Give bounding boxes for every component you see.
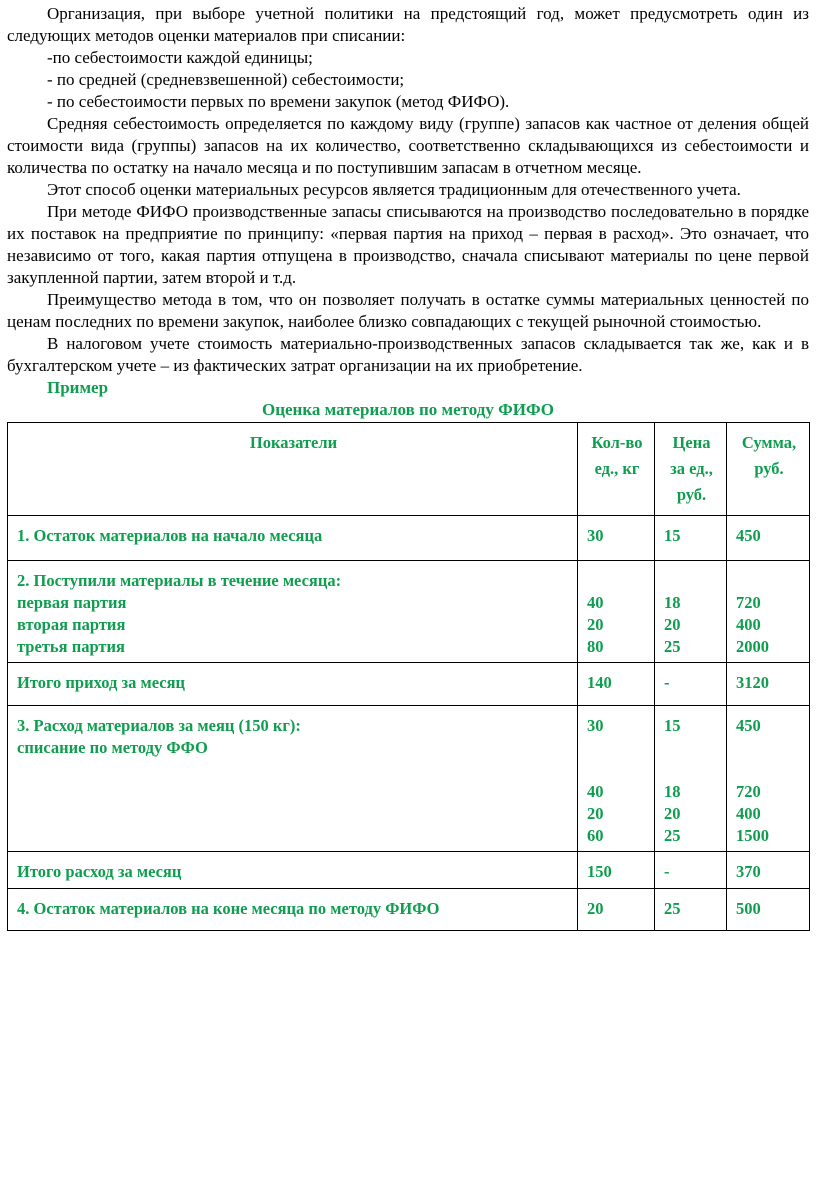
- body-paragraph-average-cost: Средняя себестоимость определяется по каждому виду (группе) запасов как частное от деления общей стоимости вида (группы) запасов на их количество, соответственно складывающихся из себестоимости и количества по остатку на начало месяца и по поступившим запасам в отчетном месяце.: [7, 114, 809, 177]
- cell-sum: 450 720 400 1500: [727, 706, 810, 852]
- cell-qty: 140: [578, 663, 655, 706]
- cell-sum: 500: [727, 889, 810, 931]
- table-title: Оценка материалов по методу ФИФО: [261, 400, 555, 419]
- row-total-expense: [8, 852, 810, 889]
- cell-label: Итого расход за месяц: [8, 852, 578, 889]
- cell-sum: 3120: [727, 663, 810, 706]
- cell-price: -: [655, 852, 727, 889]
- body-paragraph-fifo-description: При методе ФИФО производственные запасы списываются на производство последовательно в порядке их поставок на предприятие по принципу: «первая партия на приход – первая в расход». Это означает, что независимо от того, какая партия отпущена в производство, сначала списывают материалы по цене первой закупленной партии, затем второй и т.д.: [7, 202, 809, 287]
- row-expense: [8, 706, 810, 852]
- cell-qty: 30 40 20 60: [578, 706, 655, 852]
- row-receipts: [8, 561, 810, 663]
- body-paragraph-method-average: - по средней (средневзвешенной) себестоимости;: [47, 70, 405, 89]
- cell-price: 15: [655, 516, 727, 561]
- cell-qty: 40 20 80: [578, 561, 655, 663]
- cell-price: 15 18 20 25: [655, 706, 727, 852]
- header-quantity: Кол-во ед., кг: [578, 423, 655, 516]
- body-paragraph-method-fifo: - по себестоимости первых по времени закупок (метод ФИФО).: [47, 92, 510, 111]
- cell-label: 2. Поступили материалы в течение месяца: первая партия вторая партия третья партия: [8, 561, 578, 663]
- cell-label: 4. Остаток материалов на коне месяца по методу ФИФО: [8, 889, 578, 931]
- row-closing-balance: [8, 889, 810, 931]
- row-total-receipts: [8, 663, 810, 706]
- cell-label: 3. Расход материалов за меяц (150 кг): списание по методу ФФО: [8, 706, 578, 852]
- cell-price: 18 20 25: [655, 561, 727, 663]
- cell-qty: 30: [578, 516, 655, 561]
- cell-price: 25: [655, 889, 727, 931]
- header-indicator: Показатели: [8, 423, 578, 516]
- cell-sum: 370: [727, 852, 810, 889]
- cell-sum: 450: [727, 516, 810, 561]
- cell-qty: 150: [578, 852, 655, 889]
- example-label: Пример: [47, 378, 109, 397]
- table-header-row: [8, 423, 810, 516]
- cell-sum: 720 400 2000: [727, 561, 810, 663]
- row-opening-balance: [8, 516, 810, 561]
- body-paragraph-intro: Организация, при выборе учетной политики на предстоящий год, может предусмотреть один из следующих методов оценки материалов при списании:: [7, 4, 809, 45]
- body-paragraph-advantage: Преимущество метода в том, что он позволяет получать в остатке суммы материальных ценностей по ценам последних по времени закупок, наиболее близко совпадающих с текущей рыночной стоимостью.: [7, 290, 809, 331]
- body-paragraph-method-unit-cost: -по себестоимости каждой единицы;: [47, 48, 313, 67]
- body-paragraph-traditional: Этот способ оценки материальных ресурсов является традиционным для отечественного учета.: [47, 180, 741, 199]
- cell-label: Итого приход за месяц: [8, 663, 578, 706]
- cell-qty: 20: [578, 889, 655, 931]
- body-paragraph-tax-accounting: В налоговом учете стоимость материально-производственных запасов складывается так же, как и в бухгалтерском учете – из фактических затрат организации на их приобретение.: [7, 334, 809, 375]
- header-price: Цена за ед., руб.: [655, 423, 727, 516]
- cell-label: 1. Остаток материалов на начало месяца: [8, 516, 578, 561]
- fifo-table: [7, 422, 810, 931]
- cell-price: -: [655, 663, 727, 706]
- header-sum: Сумма, руб.: [727, 423, 810, 516]
